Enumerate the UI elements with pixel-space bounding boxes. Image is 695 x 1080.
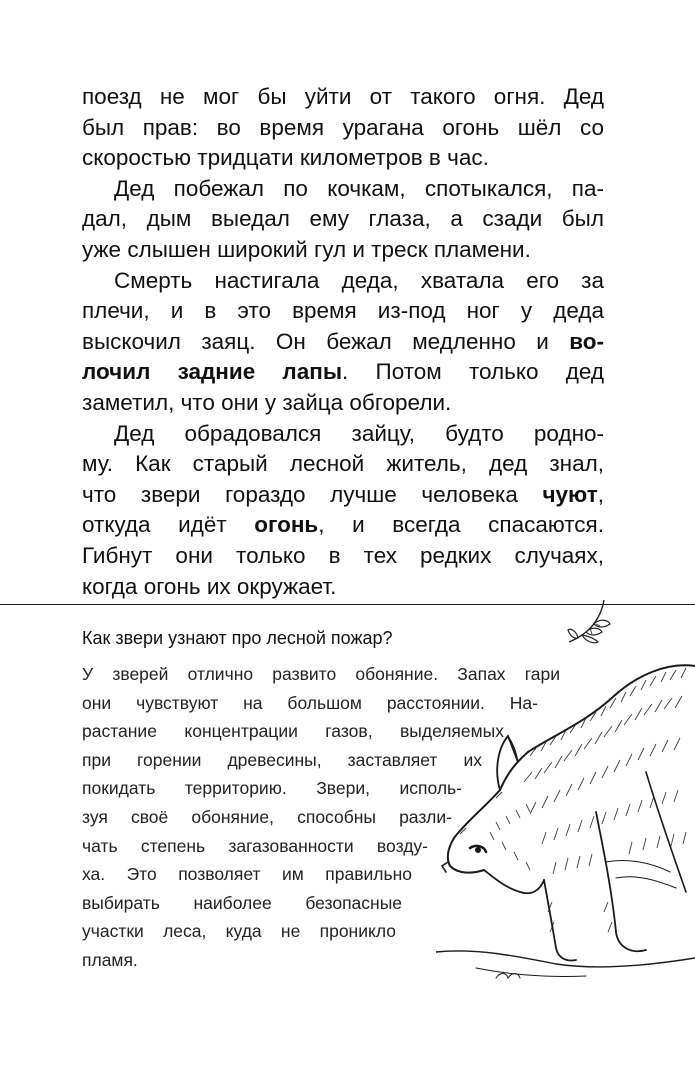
story-line	[82, 204, 604, 235]
story-line	[82, 113, 604, 144]
story-line	[82, 296, 604, 327]
sidebar-line: участки леса, куда не проникло	[82, 921, 396, 942]
text-segment: Дед побежал по кочкам, спотыкался, па-	[114, 175, 604, 201]
emphasis-text: лочил задние лапы	[82, 359, 343, 385]
story-line	[82, 419, 604, 450]
sidebar-line: чать степень загазованности возду-	[82, 835, 428, 856]
story-line	[82, 541, 604, 572]
text-segment: ,	[597, 481, 604, 507]
sidebar-line: пламя.	[82, 949, 138, 970]
story-line	[82, 480, 604, 511]
sidebar-line: У зверей отлично развито обоняние. Запах гари	[82, 664, 560, 684]
sidebar-line: при горении древесины, заставляет их	[82, 749, 482, 770]
story-line	[82, 235, 604, 266]
text-segment: , и всегда спасаются.	[318, 512, 604, 538]
story-line	[82, 174, 604, 205]
sidebar-body	[82, 660, 560, 975]
text-segment: скоростью тридцати километров в час.	[82, 145, 489, 171]
emphasis-text: во-	[569, 328, 604, 354]
text-segment: дал, дым выедал ему глаза, а сзади был	[82, 206, 604, 232]
story-line	[82, 357, 604, 388]
text-segment: плечи, и в это время из-под ног у деда	[82, 298, 604, 324]
sidebar-line: зуя своё обоняние, способны разли-	[82, 806, 452, 827]
story-line	[82, 266, 604, 297]
story-text	[82, 82, 604, 602]
sidebar-line: ха. Это позволяет им правильно	[82, 864, 412, 885]
story-line	[82, 327, 604, 358]
story-line	[82, 449, 604, 480]
text-segment: Смерть настигала деда, хватала его за	[114, 267, 604, 293]
story-line	[82, 510, 604, 541]
text-segment: Гибнут они только в тех редких случаях,	[82, 542, 604, 568]
sidebar-line: покидать территорию. Звери, исполь-	[82, 778, 462, 799]
text-segment: поезд не мог бы уйти от такого огня. Дед	[82, 84, 604, 109]
sidebar-line: выбирать наиболее безопасные	[82, 892, 402, 913]
emphasis-text: чуют	[542, 481, 598, 507]
sidebar-line: растание концентрации газов, выделяемых	[82, 721, 504, 742]
text-segment: откуда идёт	[82, 512, 255, 538]
text-segment: му. Как старый лесной житель, дед знал,	[82, 451, 604, 477]
story-paragraph	[82, 82, 604, 174]
branch-with-leaves-icon	[566, 598, 622, 652]
text-segment: был прав: во время урагана огонь шёл со	[82, 114, 604, 140]
emphasis-text: огонь	[254, 512, 319, 538]
sidebar-line: они чувствуют на большом расстоянии. На-	[82, 692, 538, 713]
story-line	[82, 82, 604, 113]
text-segment: уже слышен широкий гул и треск пламени.	[82, 236, 531, 262]
story-line	[82, 143, 604, 174]
story-paragraph	[82, 419, 604, 603]
text-segment: выскочил заяц. Он бежал медленно и	[82, 328, 570, 354]
story-line	[82, 388, 604, 419]
text-segment: Дед обрадовался зайцу, будто родно-	[114, 420, 604, 446]
sidebar-title: Как звери узнают про лесной пожар?	[82, 628, 393, 648]
story-paragraph	[82, 266, 604, 419]
story-paragraph	[82, 174, 604, 266]
text-segment: когда огонь их окружает.	[82, 573, 337, 599]
text-segment: . Потом только дед	[342, 359, 604, 385]
story-line	[82, 572, 604, 603]
text-segment: что звери гораздо лучше человека	[82, 481, 543, 507]
text-segment: заметил, что они у зайца обгорели.	[82, 389, 452, 415]
